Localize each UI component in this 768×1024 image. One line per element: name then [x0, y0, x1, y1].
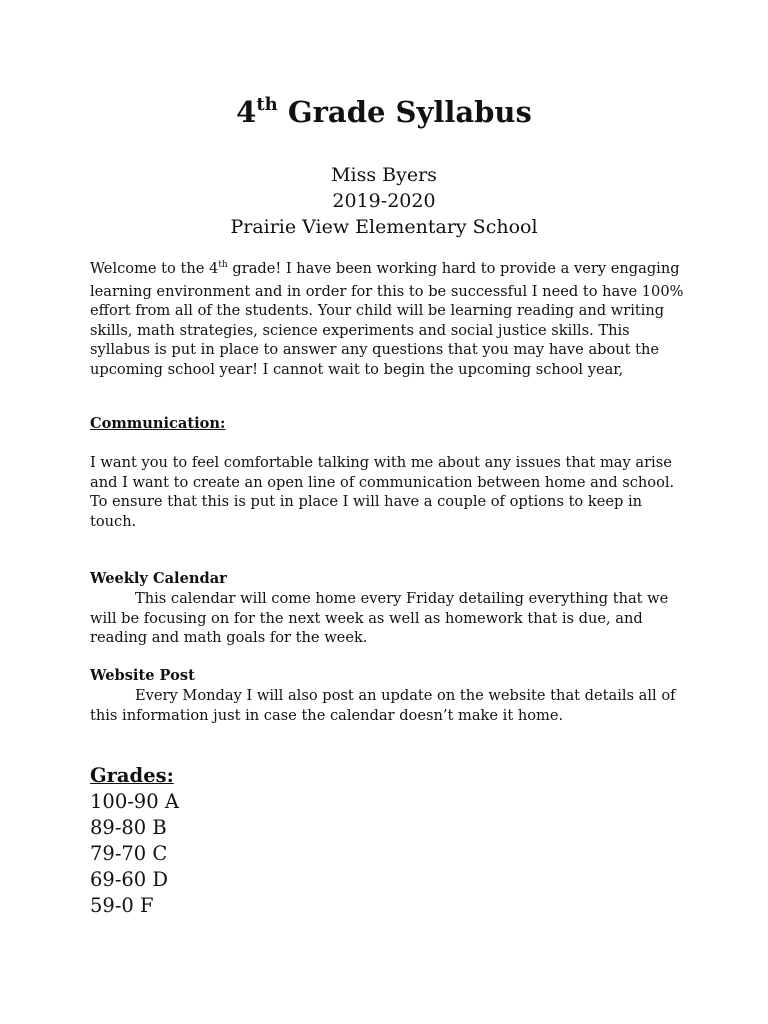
title-superscript: th	[256, 94, 278, 115]
school-name: Prairie View Elementary School	[230, 216, 538, 238]
grade-item: 89-80 B	[90, 816, 167, 839]
title-number: 4	[236, 95, 257, 129]
grade-item: 69-60 D	[90, 868, 169, 891]
school-year: 2019-2020	[332, 190, 436, 212]
weekly-calendar-paragraph	[90, 589, 690, 648]
grade-item: 79-70 C	[90, 842, 168, 865]
communication-heading: Communication:	[90, 415, 226, 432]
weekly-calendar-text: This calendar will come home every Friday detailing everything that we will be focusing on for the next week as well as homework that is due, and reading and math goals for the week.	[90, 590, 669, 646]
page-title	[0, 92, 768, 137]
title-text: Grade Syllabus	[277, 95, 532, 129]
teacher-name: Miss Byers	[331, 164, 437, 186]
intro-superscript: th	[218, 260, 228, 270]
intro-text-rest: grade! I have been working hard to provide a very engaging learning environment and in order for this to be successful I need to have 100% effort from all of the students. Your child will be learning reading and writing skills, math strategies, science experiments and social justice skills. This syllabus is put in place to answer any questions that you may have about the upcoming school year! I cannot wait to begin the upcoming school year,	[90, 260, 684, 378]
grade-item: 100-90 A	[90, 790, 179, 813]
grade-item: 59-0 F	[90, 894, 154, 917]
intro-paragraph	[90, 259, 690, 379]
grades-section	[90, 763, 490, 919]
weekly-calendar-heading: Weekly Calendar	[90, 570, 227, 587]
website-post-heading: Website Post	[90, 667, 195, 684]
grades-heading: Grades:	[90, 764, 174, 787]
website-post-text: Every Monday I will also post an update on the website that details all of this information just in case the calendar doesn’t make it home.	[90, 687, 676, 724]
intro-text-start: Welcome to the 4	[90, 260, 219, 277]
header-info	[0, 162, 768, 240]
communication-paragraph: I want you to feel comfortable talking with me about any issues that may arise and I want to create an open line of communication between home and school. To ensure that this is put in place I will have a couple of options to keep in touch.	[90, 454, 675, 530]
website-post-paragraph	[90, 686, 690, 725]
